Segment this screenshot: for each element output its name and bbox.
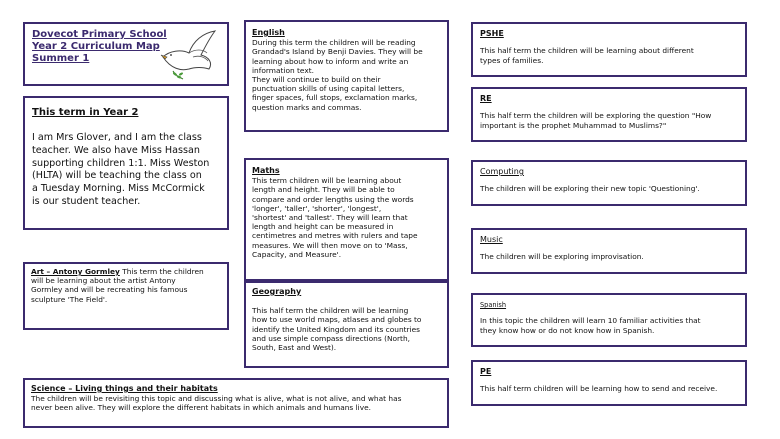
- maths-line: Capacity, and Measure'.: [252, 249, 342, 259]
- pshe-box: [471, 22, 747, 77]
- science-heading: Science – Living things and their habitats: [31, 384, 218, 393]
- re-heading: RE: [480, 94, 492, 103]
- geography-line: and use simple compass directions (North,: [252, 333, 410, 343]
- art-box: [23, 262, 229, 330]
- re-box: [471, 87, 747, 142]
- music-box: [471, 228, 747, 274]
- art-line: sculpture 'The Field'.: [31, 294, 108, 304]
- computing-line: The children will be exploring their new topic 'Questioning'.: [480, 184, 700, 193]
- maths-line: length and height can be measured in: [252, 222, 394, 232]
- art-line: will be learning about the artist Antony: [31, 276, 176, 286]
- computing-box: [471, 160, 747, 206]
- maths-line: length and height. They will be able to: [252, 185, 395, 195]
- spanish-line: In this topic the children will learn 10 familiar activities that: [480, 316, 701, 325]
- maths-line: 'shortest' and 'tallest'. They will learn that: [252, 213, 408, 223]
- computing-heading: Computing: [480, 167, 524, 176]
- year2-line: is our student teacher.: [32, 195, 141, 207]
- science-line: never been alive. They will explore the different habitats in which animals and humans live.: [31, 403, 371, 413]
- year2-line: supporting children 1:1. Miss Weston: [32, 157, 210, 169]
- maths-line: compare and order lengths using the words: [252, 194, 414, 204]
- english-line: They will continue to build on their: [252, 75, 381, 85]
- geography-line: how to use world maps, atlases and globes to: [252, 315, 422, 325]
- pshe-heading: PSHE: [480, 29, 504, 38]
- spanish-heading: Spanish: [480, 301, 507, 309]
- pe-heading: PE: [480, 367, 492, 376]
- pshe-line: types of families.: [480, 56, 544, 65]
- art-text: [31, 267, 221, 304]
- english-heading: English: [252, 28, 285, 37]
- maths-line: centimetres and metres with rulers and tape: [252, 231, 418, 241]
- maths-heading: Maths: [252, 166, 280, 175]
- english-line: information text.: [252, 65, 314, 75]
- maths-line: This term children will be learning about: [252, 176, 402, 186]
- dove-icon: [159, 27, 219, 83]
- geography-box: [244, 281, 449, 368]
- re-line: This half term the children will be exploring the question "How: [480, 111, 712, 120]
- geography-heading: Geography: [252, 287, 302, 296]
- year2-line: a Tuesday Morning. Miss McCormick: [32, 183, 205, 195]
- english-line: question marks and commas.: [252, 102, 362, 112]
- english-line: During this term the children will be reading: [252, 38, 416, 48]
- title-box: [23, 22, 229, 86]
- science-box: [23, 378, 449, 428]
- art-line: Gormley and will be recreating his famous: [31, 285, 188, 295]
- english-line: Grandad's Island by Benji Davies. They will be: [252, 47, 423, 57]
- geography-line: This half term the children will be learning: [252, 306, 409, 316]
- title-line-school: Dovecot Primary School: [32, 29, 167, 40]
- geography-line: South, East and West).: [252, 343, 337, 353]
- pe-box: [471, 360, 747, 406]
- year2-box: [23, 96, 229, 230]
- geography-line: identify the United Kingdom and its countries: [252, 324, 421, 334]
- re-line: important is the prophet Muhammad to Muslims?": [480, 121, 667, 130]
- maths-line: 'longer', 'taller', 'shorter', 'longest',: [252, 203, 382, 213]
- year2-line: (HLTA) will be teaching the class on: [32, 170, 202, 182]
- year2-text: [32, 132, 220, 209]
- music-line: The children will be exploring improvisation.: [480, 252, 644, 261]
- year2-heading: This term in Year 2: [32, 107, 139, 118]
- art-line: This term the children: [119, 267, 204, 276]
- spanish-box: [471, 293, 747, 347]
- english-box: [244, 20, 449, 132]
- spanish-line: they know how or do not know how in Spanish.: [480, 326, 655, 335]
- pe-line: This half term children will be learning how to send and receive.: [480, 384, 718, 393]
- title-line-term: Summer 1: [32, 53, 90, 64]
- english-line: learning about how to inform and write an: [252, 56, 409, 66]
- english-line: finger spaces, full stops, exclamation marks,: [252, 93, 418, 103]
- year2-line: teacher. We also have Miss Hassan: [32, 144, 200, 156]
- art-heading: Art – Antony Gormley: [31, 267, 120, 276]
- science-line: The children will be revisiting this topic and discussing what is alive, what is not alive, and what has: [31, 394, 402, 404]
- maths-line: measures. We will then move on to 'Mass,: [252, 240, 408, 250]
- english-line: punctuation skills of using capital letters,: [252, 84, 405, 94]
- title-line-curriculum: Year 2 Curriculum Map: [32, 41, 160, 52]
- pshe-line: This half term the children will be learning about different: [480, 46, 694, 55]
- music-heading: Music: [480, 235, 503, 244]
- year2-line: I am Mrs Glover, and I am the class: [32, 132, 202, 143]
- maths-box: [244, 158, 449, 281]
